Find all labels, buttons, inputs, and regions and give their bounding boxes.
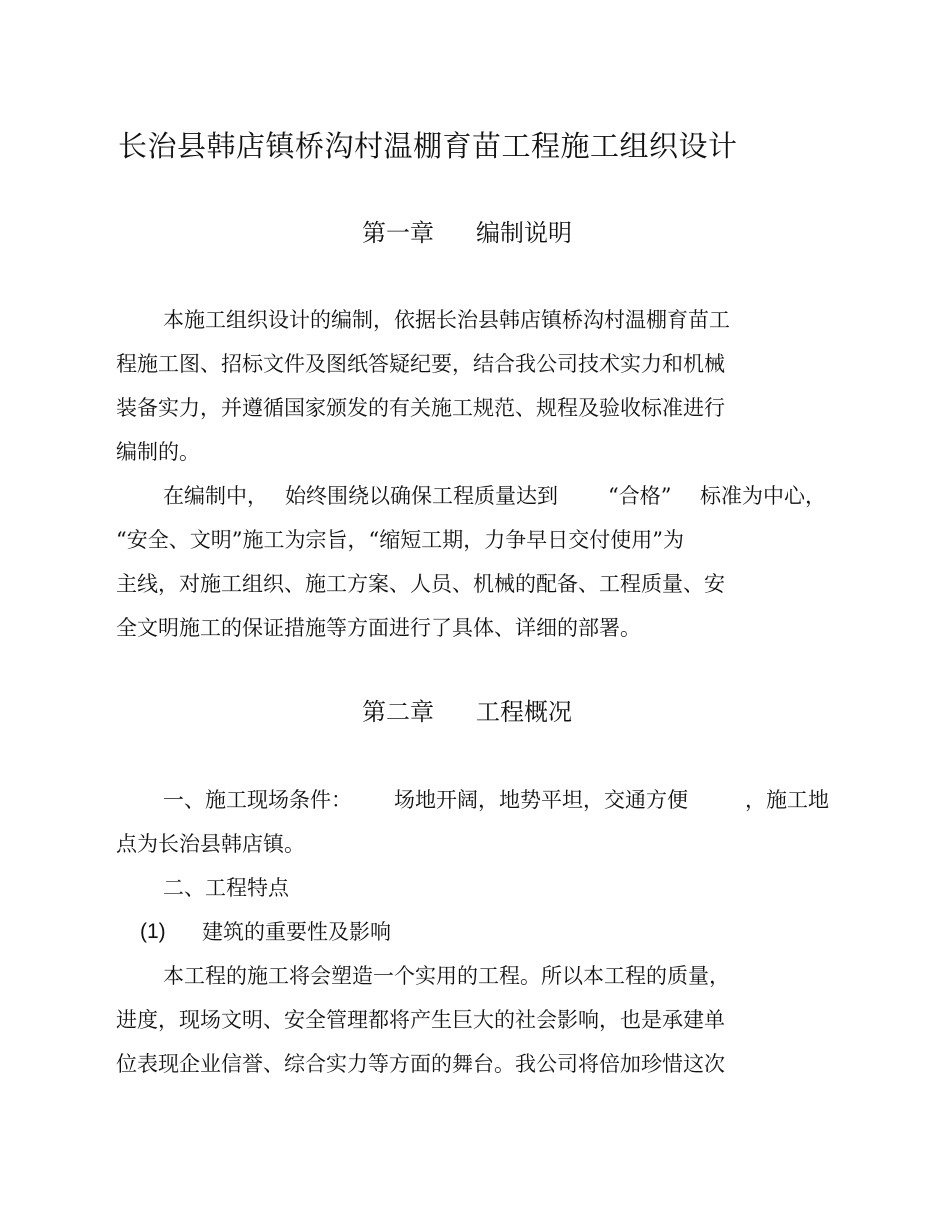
paragraph-line: “安全、文明”施工为宗旨，“缩短工期，力争早日交付使用”为 [116, 528, 684, 552]
chapter2-number: 第二章 [362, 698, 434, 726]
subsection-title: 建筑的重要性及影响 [202, 920, 391, 944]
paragraph-segment: “合格” [608, 484, 672, 508]
subsection-number: (1) [140, 920, 166, 943]
paragraph-line: 编制的。 [116, 440, 200, 464]
paragraph-line: 主线，对施工组织、施工方案、人员、机械的配备、工程质量、安 [116, 572, 725, 596]
chapter1-title: 编制说明 [476, 219, 572, 247]
site-conditions-label: 一、施工现场条件： [163, 788, 352, 812]
paragraph-line: 全文明施工的保证措施等方面进行了具体、详细的部署。 [116, 616, 641, 640]
paragraph-segment: 始终围绕以确保工程质量达到 [285, 484, 558, 508]
document-title: 长治县韩店镇桥沟村温棚育苗工程施工组织设计 [118, 129, 738, 163]
paragraph-line: 进度，现场文明、安全管理都将产生巨大的社会影响，也是承建单 [116, 1008, 725, 1032]
paragraph-line: 本施工组织设计的编制，依据长治县韩店镇桥沟村温棚育苗工 [163, 308, 730, 332]
paragraph-line: 本工程的施工将会塑造一个实用的工程。所以本工程的质量， [163, 964, 730, 988]
paragraph-line: 程施工图、招标文件及图纸答疑纪要，结合我公司技术实力和机械 [116, 352, 725, 376]
chapter2-title: 工程概况 [476, 698, 572, 726]
section-heading: 二、工程特点 [163, 876, 289, 900]
paragraph-line: 位表现企业信誉、综合实力等方面的舞台。我公司将倍加珍惜这次 [116, 1052, 725, 1076]
paragraph-segment: 在编制中， [163, 484, 268, 508]
site-conditions-text: ，施工地 [745, 788, 829, 812]
site-conditions-text: 场地开阔，地势平坦，交通方便 [394, 788, 688, 812]
chapter1-number: 第一章 [362, 219, 434, 247]
paragraph-line: 装备实力，并遵循国家颁发的有关施工规范、规程及验收标准进行 [116, 396, 725, 420]
site-conditions-text: 点为长治县韩店镇。 [116, 832, 305, 856]
paragraph-segment: 标准为中心， [700, 484, 826, 508]
